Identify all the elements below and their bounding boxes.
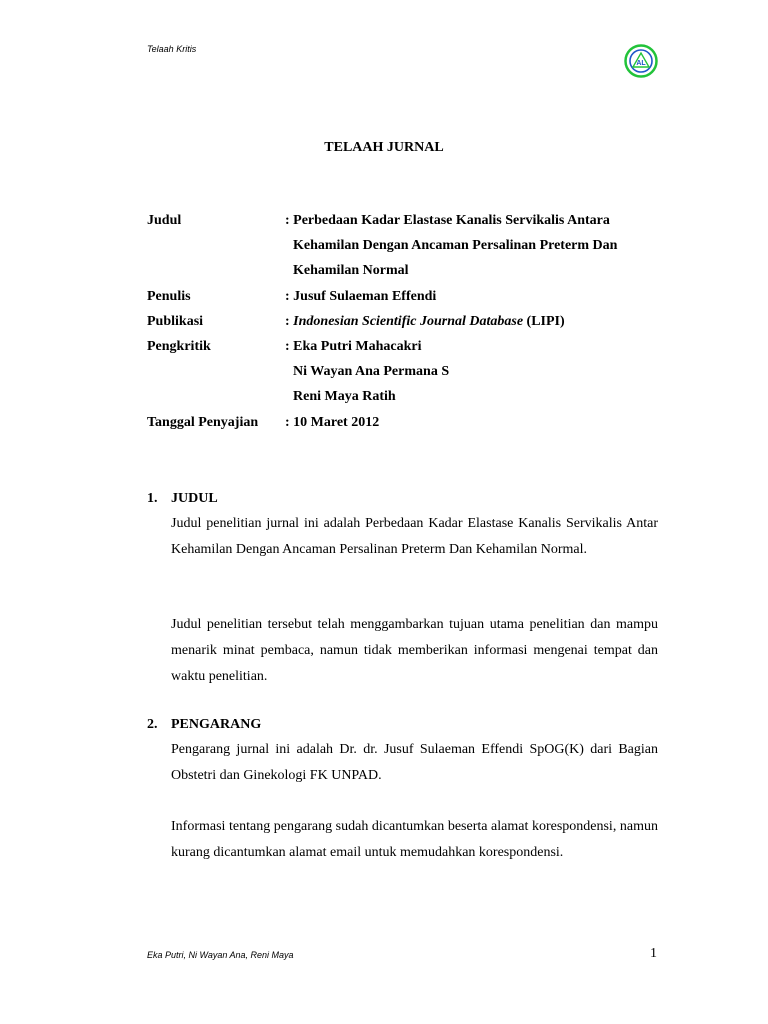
pengkritik-value-1: : Eka Putri Mahacakri (285, 339, 422, 354)
section-2-paragraph-2: Informasi tentang pengarang sudah dicantumkan beserta alamat korespondensi, namun kurang dicantumkan alamat email untuk memudahkan korespondensi. (171, 819, 658, 860)
section-1-number: 1. (147, 491, 158, 506)
publikasi-value (285, 309, 565, 334)
judul-value-line2: Kehamilan Dengan Ancaman Persalinan Preterm Dan (293, 238, 618, 253)
pengkritik-value-3: Reni Maya Ratih (293, 389, 396, 404)
publikasi-label: Publikasi (147, 314, 204, 329)
judul-value-line1: : Perbedaan Kadar Elastase Kanalis Servikalis Antara (285, 213, 610, 228)
section-2-heading: PENGARANG (171, 717, 262, 732)
publikasi-journal: Indonesian Scientific Journal Database (293, 314, 524, 329)
section-1-heading: JUDUL (171, 491, 218, 506)
penulis-label: Penulis (147, 289, 191, 304)
section-2-number: 2. (147, 717, 158, 732)
footer-authors: Eka Putri, Ni Wayan Ana, Reni Maya (147, 950, 294, 960)
tanggal-label: Tanggal Penyajian (147, 415, 259, 430)
tanggal-value: : 10 Maret 2012 (285, 415, 380, 430)
page-number: 1 (650, 946, 657, 961)
publikasi-colon: : (285, 314, 294, 329)
pengkritik-label: Pengkritik (147, 339, 211, 354)
section-1-paragraph-2: Judul penelitian tersebut telah menggambarkan tujuan utama penelitian dan mampu menarik minat pembaca, namun tidak memberikan informasi mengenai tempat dan waktu penelitian. (171, 617, 658, 684)
publikasi-source: (LIPI) (523, 314, 565, 329)
judul-label: Judul (147, 213, 182, 228)
penulis-value: : Jusuf Sulaeman Effendi (285, 289, 437, 304)
institution-logo (624, 44, 658, 78)
pengkritik-value-2: Ni Wayan Ana Permana S (293, 364, 450, 379)
judul-value-line3: Kehamilan Normal (293, 263, 409, 278)
section-1-paragraph-1: Judul penelitian jurnal ini adalah Perbedaan Kadar Elastase Kanalis Servikalis Antar Kehamilan Dengan Ancaman Persalinan Preterm Dan Kehamilan Normal. (171, 516, 658, 557)
section-2-paragraph-1: Pengarang jurnal ini adalah Dr. dr. Jusuf Sulaeman Effendi SpOG(K) dari Bagian Obstetri dan Ginekologi FK UNPAD. (171, 742, 658, 783)
header-text: Telaah Kritis (147, 44, 197, 54)
page-title: TELAAH JURNAL (324, 140, 444, 155)
logo-letters: AL (636, 60, 646, 67)
